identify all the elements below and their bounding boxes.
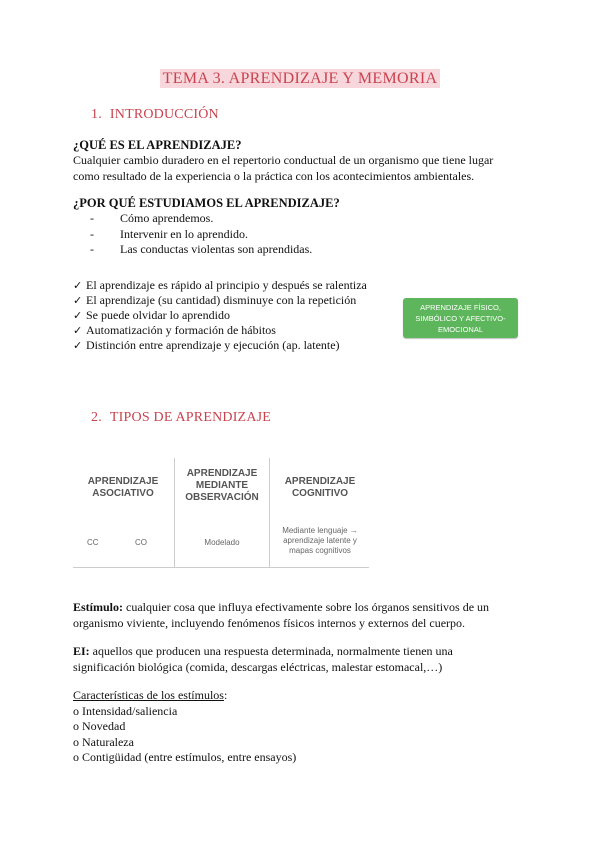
- characteristics-heading: Características de los estímulos: [73, 688, 224, 702]
- column-observacion: [174, 458, 269, 568]
- check-list: [73, 278, 403, 353]
- question-heading: ¿QUÉ ES EL APRENDIZAJE?: [73, 138, 242, 152]
- bullet-icon: o: [73, 703, 79, 718]
- reasons-list: [90, 211, 543, 258]
- list-item: o Intensidad/saliencia: [73, 703, 178, 718]
- check-icon: ✓: [73, 339, 83, 352]
- list-item: ✓ El aprendizaje (su cantidad) disminuye con la repetición: [73, 293, 357, 307]
- column-header: APRENDIZAJE MEDIANTE OBSERVACIÓN: [185, 468, 259, 503]
- box-line-1: APRENDIZAJE FÍSICO,: [420, 302, 501, 312]
- definition-line-2: como resultado de la experiencia o la práctica con los acontecimientos ambientales.: [73, 168, 475, 183]
- list-item: o Novedad: [73, 719, 126, 733]
- characteristics-block: Características de los estímulos: o Intensidad/saliencia o Novedad o Naturaleza o Contigüidad (entre estímulos, entre ensayos): [73, 688, 543, 766]
- modelado-label: Modelado: [204, 538, 240, 547]
- section-title: TIPOS DE APRENDIZAJE: [109, 410, 272, 425]
- list-item: ✓ Se puede olvidar lo aprendido: [73, 308, 230, 322]
- definition-line-1: Cualquier cambio duradero en el repertorio conductual de un organismo que tiene lugar: [73, 153, 494, 167]
- bullet-icon: o: [73, 734, 79, 749]
- ei-definition: EI: aquellos que producen una respuesta determinada, normalmente tienen una significación biológica (comida, descargas eléctricas, malestar estomacal,…): [73, 644, 453, 674]
- box-line-2: SIMBÓLICO Y AFECTIVO-: [415, 313, 506, 323]
- page-title: TEMA 3. APRENDIZAJE Y MEMORIA: [160, 69, 441, 88]
- column-cognitivo: [269, 458, 370, 568]
- box-line-3: EMOCIONAL: [437, 324, 483, 334]
- list-item: o Contigüidad (entre estímulos, entre ensayos): [73, 750, 297, 764]
- question-heading: ¿POR QUÉ ESTUDIAMOS EL APRENDIZAJE?: [73, 196, 340, 210]
- check-icon: ✓: [73, 294, 83, 307]
- list-item: - Las conductas violentas son aprendidas.: [90, 242, 543, 258]
- bullet-icon: o: [73, 750, 79, 764]
- section-number: 1.: [91, 107, 102, 122]
- stimulus-definition: Estímulo: cualquier cosa que influya efectivamente sobre los órganos sensitivos de un organismo viviente, incluyendo fenómenos físicos internos y externos del cuerpo.: [73, 600, 490, 630]
- page-title-wrap: [0, 70, 600, 88]
- co-label: CO: [135, 538, 147, 547]
- column-asociativo: [73, 458, 173, 568]
- list-item: o Naturaleza: [73, 734, 134, 749]
- term: Estímulo:: [73, 600, 124, 614]
- definition-block: [73, 138, 543, 184]
- column-header: APRENDIZAJE ASOCIATIVO: [87, 476, 159, 499]
- section-heading-tipos: [91, 410, 271, 426]
- column-header: APRENDIZAJE COGNITIVO: [284, 476, 356, 499]
- list-item: - Cómo aprendemos.: [90, 211, 543, 227]
- learning-types-diagram: [73, 458, 369, 568]
- why-block: [73, 196, 543, 258]
- section-title: INTRODUCCIÓN: [109, 107, 219, 122]
- list-item: ✓ Automatización y formación de hábitos: [73, 323, 276, 337]
- check-icon: ✓: [73, 309, 83, 322]
- section-heading-introduccion: [91, 107, 219, 123]
- list-item: ✓ El aprendizaje es rápido al principio y después se ralentiza: [73, 278, 367, 292]
- table-bottom-rule: [73, 567, 369, 568]
- list-item: ✓ Distinción entre aprendizaje y ejecución (ap. latente): [73, 338, 340, 352]
- cognitivo-description: Mediante lenguaje → aprendizaje latente y mapas cognitivos: [282, 526, 358, 555]
- check-icon: ✓: [73, 324, 83, 337]
- check-icon: ✓: [73, 279, 83, 292]
- list-item: - Intervenir en lo aprendido.: [90, 227, 543, 243]
- cc-label: CC: [87, 538, 99, 547]
- term: EI:: [73, 644, 90, 658]
- section-number: 2.: [91, 410, 102, 425]
- learning-types-box: [403, 298, 518, 338]
- bullet-icon: o: [73, 719, 79, 733]
